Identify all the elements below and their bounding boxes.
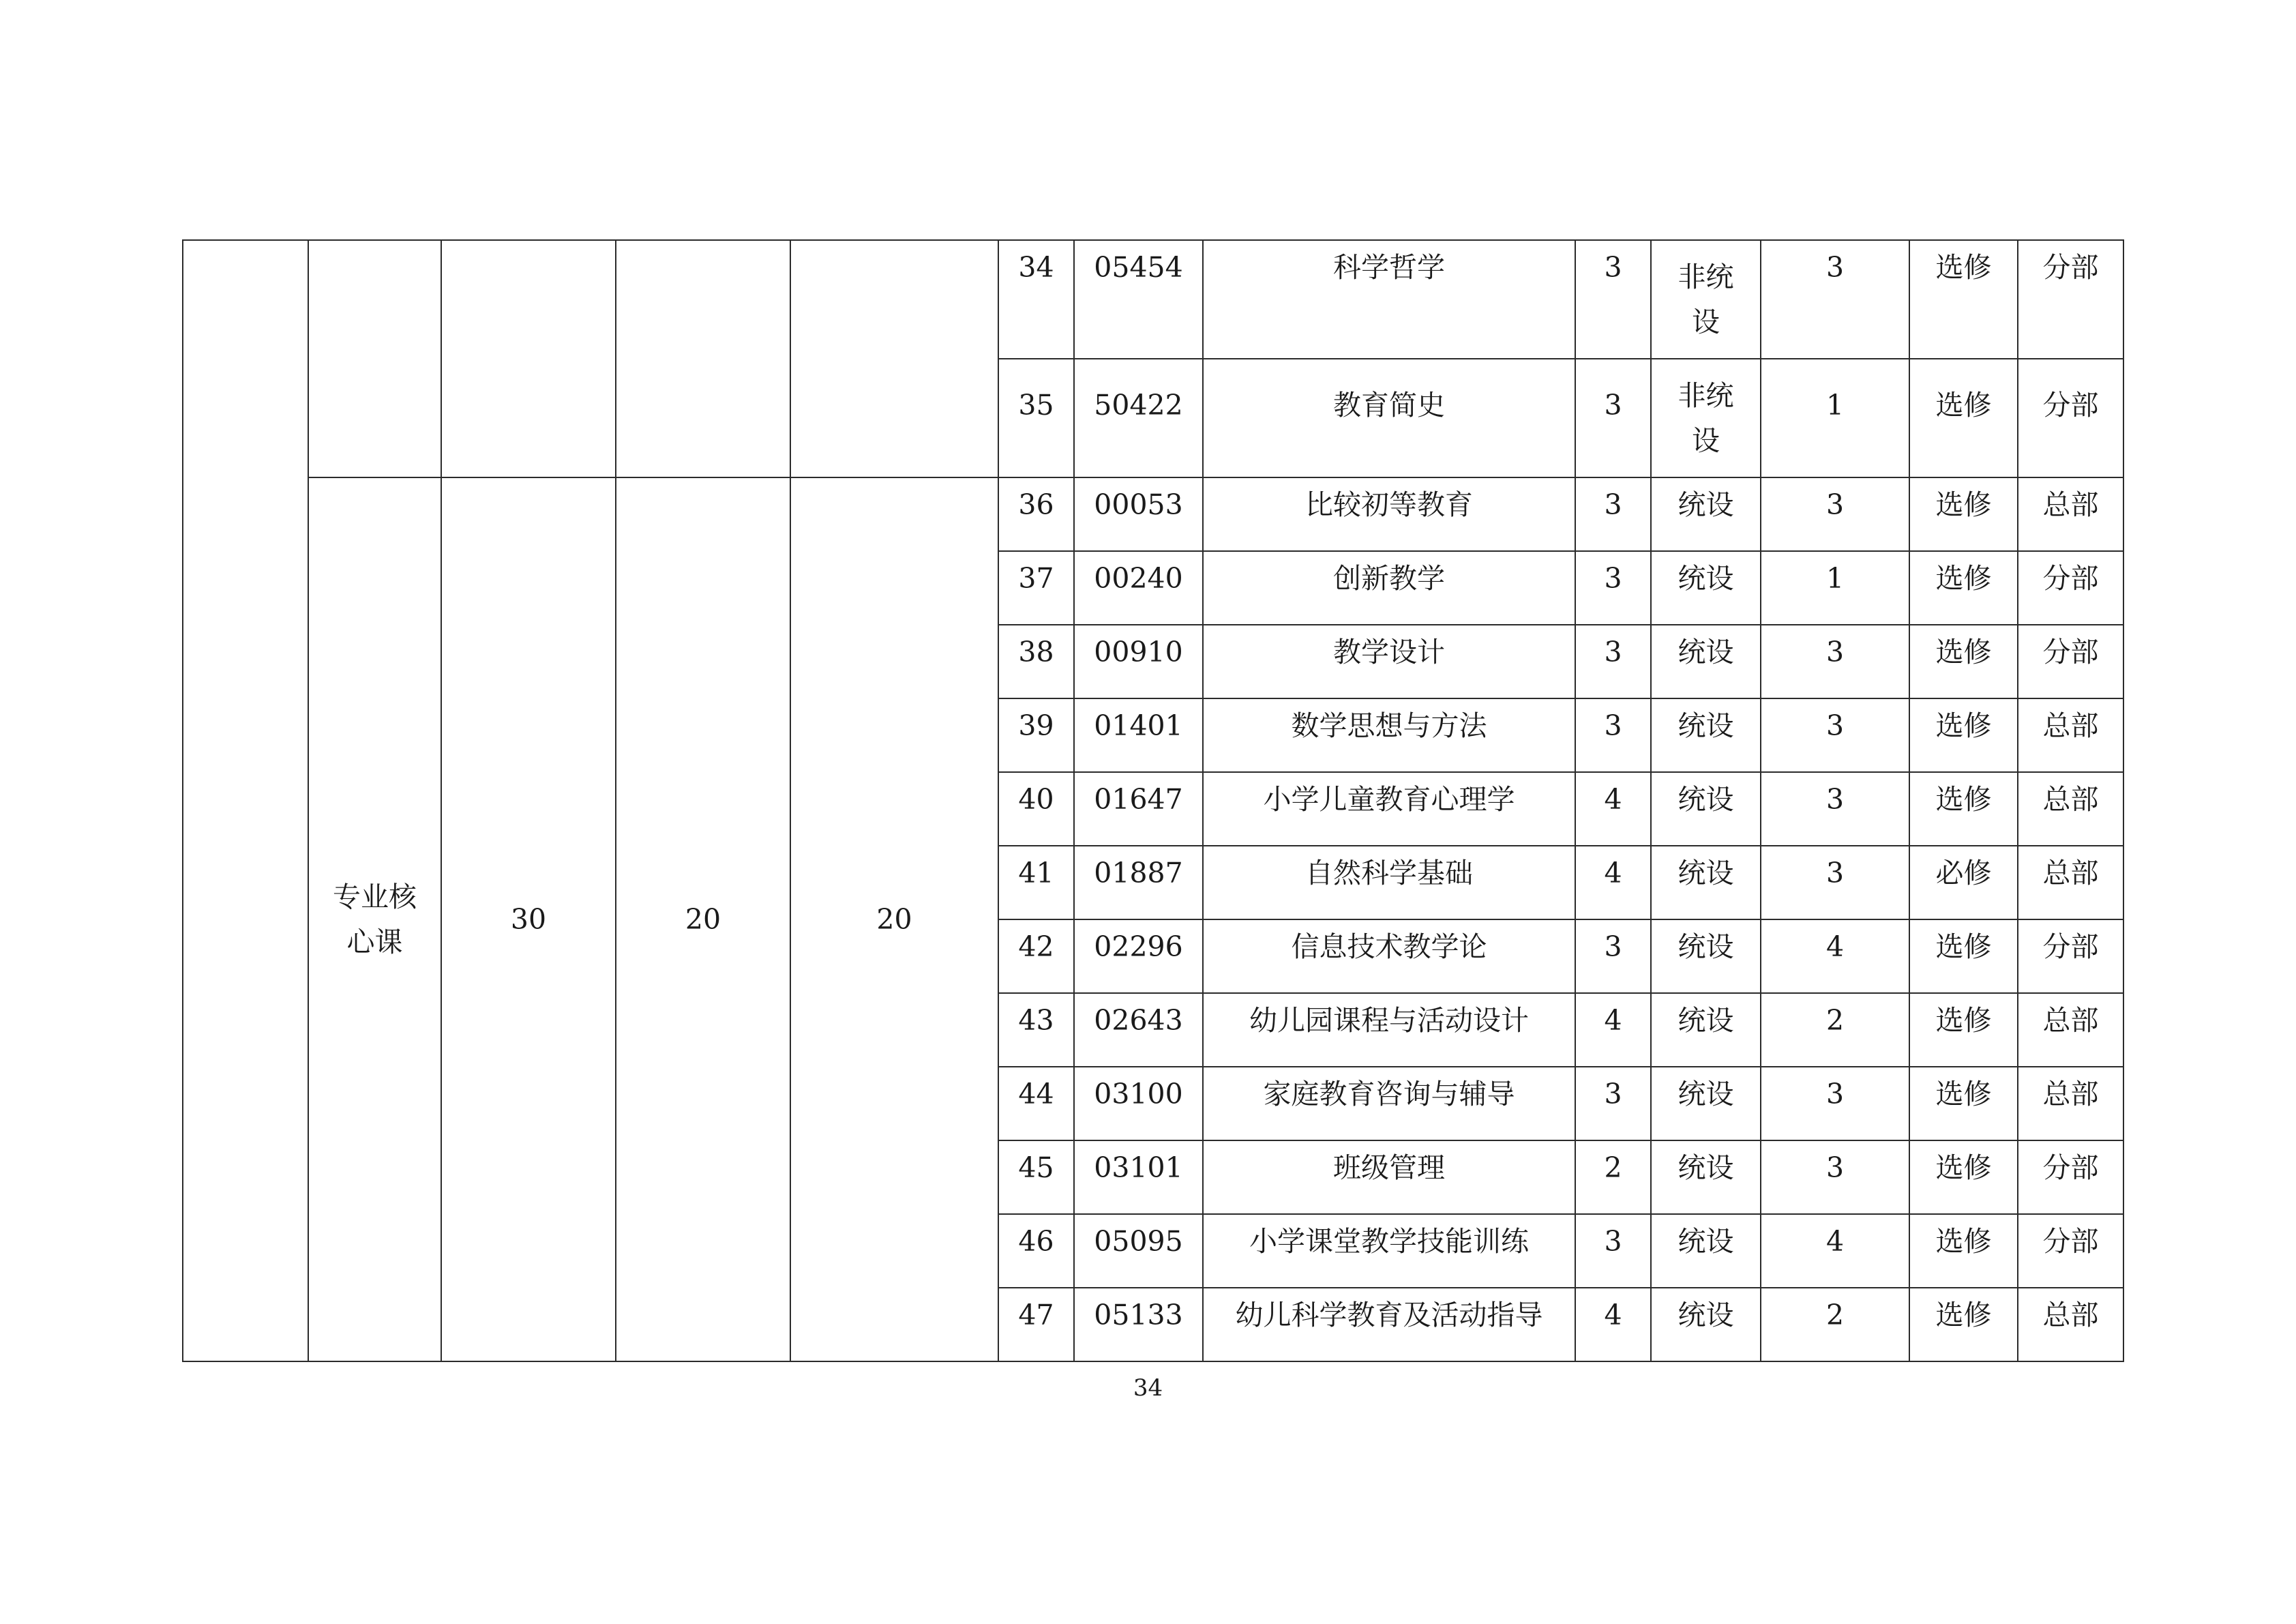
course-org: 总部 [2018, 846, 2123, 919]
course-code: 01647 [1074, 772, 1203, 846]
course-textbook [1651, 359, 1761, 477]
course-name: 幼儿科学教育及活动指导 [1203, 1288, 1575, 1361]
course-textbook: 统设 [1651, 1214, 1761, 1288]
course-name: 创新教学 [1203, 551, 1575, 625]
course-name: 自然科学基础 [1203, 846, 1575, 919]
course-type: 选修 [1909, 993, 2018, 1067]
course-org: 分部 [2018, 1214, 2123, 1288]
course-no: 36 [998, 477, 1074, 551]
course-code: 01887 [1074, 846, 1203, 919]
course-code: 03100 [1074, 1067, 1203, 1140]
course-org: 分部 [2018, 1140, 2123, 1214]
course-semester: 1 [1761, 551, 1909, 625]
course-code: 50422 [1074, 359, 1203, 477]
course-textbook: 统设 [1651, 477, 1761, 551]
course-name: 班级管理 [1203, 1140, 1575, 1214]
course-credit: 3 [1575, 1214, 1651, 1288]
course-no: 39 [998, 698, 1074, 772]
course-credit: 4 [1575, 1288, 1651, 1361]
course-semester: 4 [1761, 919, 1909, 993]
page-number: 34 [1133, 1374, 1163, 1402]
course-code: 02643 [1074, 993, 1203, 1067]
course-type: 必修 [1909, 846, 2018, 919]
course-name: 小学课堂教学技能训练 [1203, 1214, 1575, 1288]
course-name: 信息技术教学论 [1203, 919, 1575, 993]
course-textbook: 统设 [1651, 772, 1761, 846]
course-org: 分部 [2018, 551, 2123, 625]
course-type: 选修 [1909, 240, 2018, 359]
course-name: 幼儿园课程与活动设计 [1203, 993, 1575, 1067]
course-code: 00240 [1074, 551, 1203, 625]
course-name: 教育简史 [1203, 359, 1575, 477]
course-textbook: 统设 [1651, 1067, 1761, 1140]
course-credit: 3 [1575, 625, 1651, 698]
course-semester: 3 [1761, 698, 1909, 772]
course-no: 46 [998, 1214, 1074, 1288]
prev-category-cell [308, 240, 441, 477]
course-type: 选修 [1909, 625, 2018, 698]
course-no: 40 [998, 772, 1074, 846]
course-no: 44 [998, 1067, 1074, 1140]
course-credit: 3 [1575, 698, 1651, 772]
course-no: 34 [998, 240, 1074, 359]
course-no: 38 [998, 625, 1074, 698]
course-semester: 3 [1761, 625, 1909, 698]
course-code: 05454 [1074, 240, 1203, 359]
course-textbook [1651, 240, 1761, 359]
course-no: 42 [998, 919, 1074, 993]
course-name: 比较初等教育 [1203, 477, 1575, 551]
course-credit: 2 [1575, 1140, 1651, 1214]
course-org: 分部 [2018, 240, 2123, 359]
core-category-label: 专业核心课 [333, 881, 417, 958]
course-code: 05095 [1074, 1214, 1203, 1288]
course-textbook-text: 非统设 [1678, 261, 1734, 338]
core-category-cell [308, 477, 441, 1361]
course-no: 37 [998, 551, 1074, 625]
prev-min-credit-cell [441, 240, 616, 477]
course-credit: 3 [1575, 359, 1651, 477]
course-textbook: 统设 [1651, 551, 1761, 625]
course-credit: 4 [1575, 846, 1651, 919]
course-org: 总部 [2018, 698, 2123, 772]
course-type: 选修 [1909, 1288, 2018, 1361]
course-semester: 3 [1761, 1067, 1909, 1140]
course-semester: 3 [1761, 477, 1909, 551]
course-code: 00910 [1074, 625, 1203, 698]
course-code: 05133 [1074, 1288, 1203, 1361]
course-type: 选修 [1909, 359, 2018, 477]
course-type: 选修 [1909, 698, 2018, 772]
prev-col4-cell [790, 240, 998, 477]
course-no: 41 [998, 846, 1074, 919]
course-textbook-text: 非统设 [1678, 379, 1734, 457]
course-textbook: 统设 [1651, 1288, 1761, 1361]
course-code: 03101 [1074, 1140, 1203, 1214]
outer-category-cell [183, 240, 308, 1361]
course-org: 分部 [2018, 359, 2123, 477]
course-semester: 4 [1761, 1214, 1909, 1288]
course-no: 35 [998, 359, 1074, 477]
course-semester: 2 [1761, 1288, 1909, 1361]
course-semester: 3 [1761, 846, 1909, 919]
course-type: 选修 [1909, 1140, 2018, 1214]
course-type: 选修 [1909, 1067, 2018, 1140]
course-name: 科学哲学 [1203, 240, 1575, 359]
course-semester: 3 [1761, 1140, 1909, 1214]
course-credit: 3 [1575, 551, 1651, 625]
prev-col3-cell [616, 240, 790, 477]
course-org: 总部 [2018, 1288, 2123, 1361]
course-textbook: 统设 [1651, 846, 1761, 919]
course-name: 数学思想与方法 [1203, 698, 1575, 772]
course-semester: 1 [1761, 359, 1909, 477]
course-textbook: 统设 [1651, 1140, 1761, 1214]
course-semester: 3 [1761, 772, 1909, 846]
course-type: 选修 [1909, 1214, 2018, 1288]
course-org: 总部 [2018, 477, 2123, 551]
course-no: 43 [998, 993, 1074, 1067]
course-credit: 3 [1575, 919, 1651, 993]
course-org: 总部 [2018, 1067, 2123, 1140]
course-credit: 3 [1575, 477, 1651, 551]
course-credit: 3 [1575, 240, 1651, 359]
table-row [183, 240, 2123, 359]
course-type: 选修 [1909, 551, 2018, 625]
course-credit: 4 [1575, 772, 1651, 846]
course-name: 小学儿童教育心理学 [1203, 772, 1575, 846]
table-row [183, 477, 2123, 551]
course-no: 45 [998, 1140, 1074, 1214]
course-type: 选修 [1909, 772, 2018, 846]
course-code: 02296 [1074, 919, 1203, 993]
course-type: 选修 [1909, 477, 2018, 551]
course-type: 选修 [1909, 919, 2018, 993]
course-textbook: 统设 [1651, 625, 1761, 698]
course-semester: 3 [1761, 240, 1909, 359]
course-textbook: 统设 [1651, 993, 1761, 1067]
course-org: 总部 [2018, 772, 2123, 846]
course-no: 47 [998, 1288, 1074, 1361]
course-org: 分部 [2018, 625, 2123, 698]
core-col4: 20 [790, 477, 998, 1361]
course-code: 00053 [1074, 477, 1203, 551]
core-col3: 20 [616, 477, 790, 1361]
core-min-credit: 30 [441, 477, 616, 1361]
course-table [182, 239, 2124, 1362]
course-credit: 4 [1575, 993, 1651, 1067]
course-credit: 3 [1575, 1067, 1651, 1140]
course-name: 教学设计 [1203, 625, 1575, 698]
course-textbook: 统设 [1651, 919, 1761, 993]
course-org: 总部 [2018, 993, 2123, 1067]
course-textbook: 统设 [1651, 698, 1761, 772]
course-semester: 2 [1761, 993, 1909, 1067]
course-name: 家庭教育咨询与辅导 [1203, 1067, 1575, 1140]
course-org: 分部 [2018, 919, 2123, 993]
course-code: 01401 [1074, 698, 1203, 772]
